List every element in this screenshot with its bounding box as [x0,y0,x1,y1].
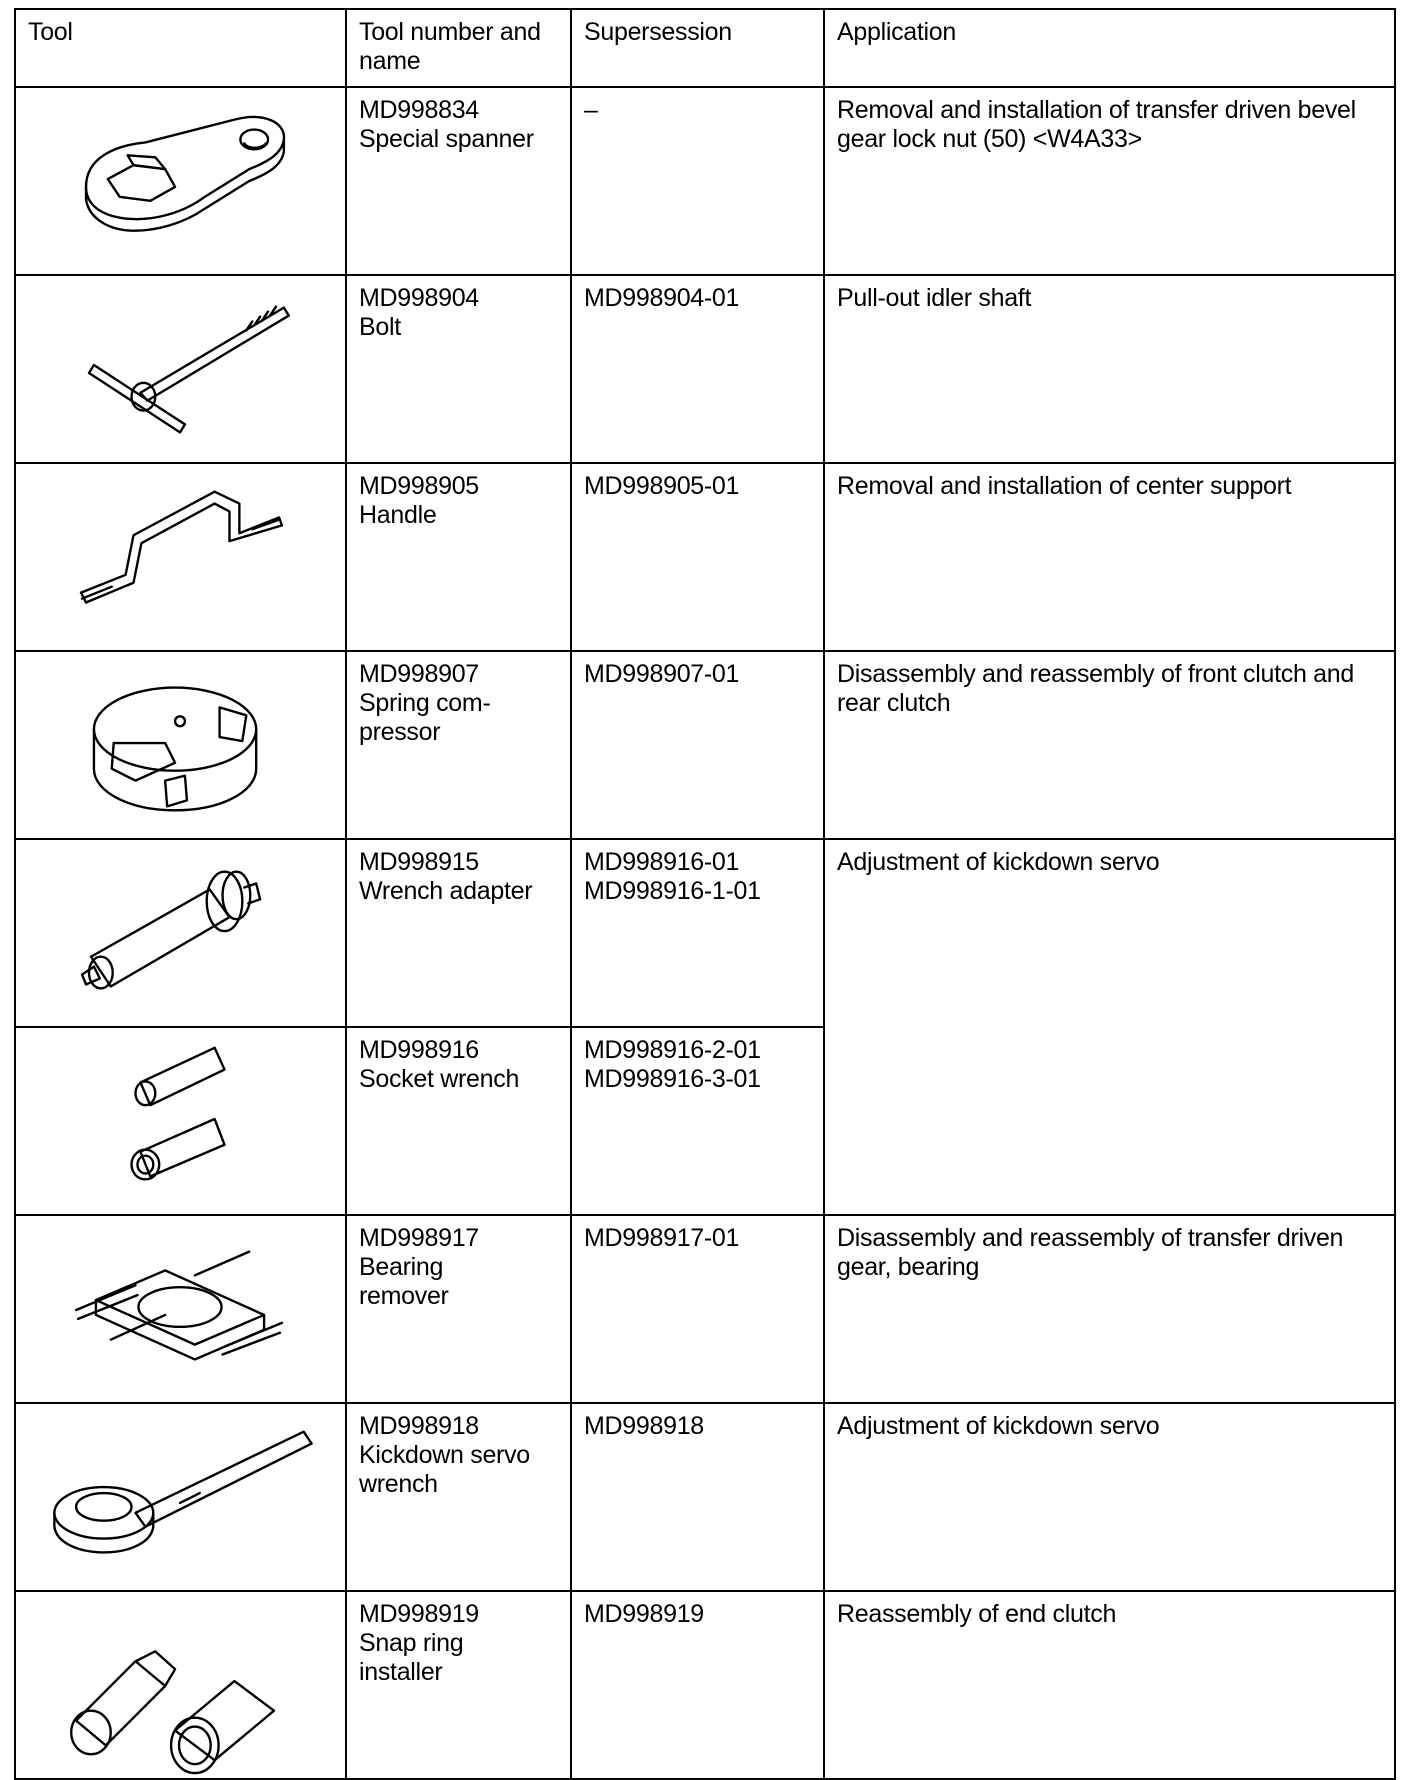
header-application-label: Application [837,18,957,46]
tool-number-cell [346,651,571,839]
tool-number-cell [346,839,571,1027]
table-row [15,1403,1395,1591]
application-cell [824,651,1395,839]
application-text: Pull-out idler shaft [837,284,1032,312]
header-tool-label: Tool [28,18,73,46]
tool-name-line: installer [359,1658,443,1686]
header-tool [15,9,346,87]
supersession-cell [571,275,824,463]
tool-number: MD998834 [359,96,479,124]
application-cell [824,839,1395,1215]
tool-illustration-cell [15,463,346,651]
supersession-value: MD998907-01 [584,660,740,688]
socket-wrench-icon [16,1028,345,1214]
tool-name: Bolt [359,313,401,341]
table-row [15,463,1395,651]
tool-number: MD998904 [359,284,479,312]
tool-number-cell [346,1215,571,1403]
application-cell [824,275,1395,463]
tool-illustration-cell [15,1215,346,1403]
tool-name: Wrench adapter [359,877,533,905]
application-text: Adjustment of kickdown servo [837,1412,1160,1440]
bolt-icon [16,276,345,462]
tool-number: MD998919 [359,1600,479,1628]
application-cell [824,87,1395,275]
header-supersession [571,9,824,87]
tool-number: MD998916 [359,1036,479,1064]
kickdown-servo-wrench-icon [16,1404,345,1590]
tool-name: Handle [359,501,437,529]
header-application [824,9,1395,87]
tool-name-line: pressor [359,718,441,746]
application-text: Disassembly and reassembly of transfer driven gear, bearing [837,1224,1344,1281]
bearing-remover-icon [16,1216,345,1402]
tool-table-sheet [14,8,1394,1774]
supersession-cell [571,839,824,1027]
supersession-value: – [584,96,598,124]
tool-number: MD998907 [359,660,479,688]
tool-number: MD998917 [359,1224,479,1252]
application-text: Reassembly of end clutch [837,1600,1117,1628]
application-text: Adjustment of kickdown servo [837,848,1160,876]
header-tool-number-name-label: Tool number and name [359,18,541,75]
tool-illustration-cell [15,1591,346,1779]
tool-number-cell [346,463,571,651]
tool-number-cell [346,275,571,463]
tool-name-line: Bearing [359,1253,444,1281]
tool-name-line: Snap ring [359,1629,464,1657]
special-tools-table [14,8,1396,1780]
supersession-value: MD998916-1-01 [584,877,761,905]
application-cell [824,1591,1395,1779]
table-row [15,651,1395,839]
supersession-value: MD998917-01 [584,1224,740,1252]
special-spanner-icon [16,88,345,274]
supersession-value: MD998905-01 [584,472,740,500]
snap-ring-installer-icon [16,1592,345,1778]
handle-icon [16,464,345,650]
supersession-cell [571,463,824,651]
table-row [15,87,1395,275]
application-text: Removal and installation of transfer driven bevel gear lock nut (50) <W4A33> [837,96,1356,153]
tool-illustration-cell [15,839,346,1027]
tool-name: Socket wrench [359,1065,520,1093]
supersession-value: MD998918 [584,1412,704,1440]
table-row [15,1591,1395,1779]
application-cell [824,1215,1395,1403]
tool-illustration-cell [15,87,346,275]
tool-number: MD998918 [359,1412,479,1440]
supersession-cell [571,1403,824,1591]
supersession-cell [571,1215,824,1403]
supersession-cell [571,651,824,839]
supersession-value: MD998916-3-01 [584,1065,761,1093]
tool-name-line: Spring com- [359,689,491,717]
supersession-value: MD998904-01 [584,284,740,312]
application-text: Disassembly and reassembly of front clutch and rear clutch [837,660,1354,717]
tool-name-line: Kickdown servo [359,1441,530,1469]
tool-illustration-cell [15,1403,346,1591]
header-tool-number-name [346,9,571,87]
tool-number: MD998905 [359,472,479,500]
supersession-value: MD998916-2-01 [584,1036,761,1064]
spring-compressor-icon [16,652,345,838]
application-cell [824,463,1395,651]
supersession-cell [571,87,824,275]
tool-number-cell [346,87,571,275]
supersession-cell [571,1027,824,1215]
application-cell [824,1403,1395,1591]
tool-name: Special spanner [359,125,534,153]
application-text: Removal and installation of center support [837,472,1292,500]
table-header-row [15,9,1395,87]
supersession-value: MD998916-01 [584,848,740,876]
table-row [15,275,1395,463]
tool-number-cell [346,1027,571,1215]
header-supersession-label: Supersession [584,18,732,46]
tool-name-line: wrench [359,1470,438,1498]
supersession-cell [571,1591,824,1779]
table-row [15,839,1395,1027]
tool-illustration-cell [15,1027,346,1215]
tool-name-line: remover [359,1282,449,1310]
table-row [15,1215,1395,1403]
supersession-value: MD998919 [584,1600,704,1628]
tool-number-cell [346,1591,571,1779]
tool-number-cell [346,1403,571,1591]
tool-number: MD998915 [359,848,479,876]
tool-illustration-cell [15,275,346,463]
wrench-adapter-icon [16,840,345,1026]
tool-illustration-cell [15,651,346,839]
